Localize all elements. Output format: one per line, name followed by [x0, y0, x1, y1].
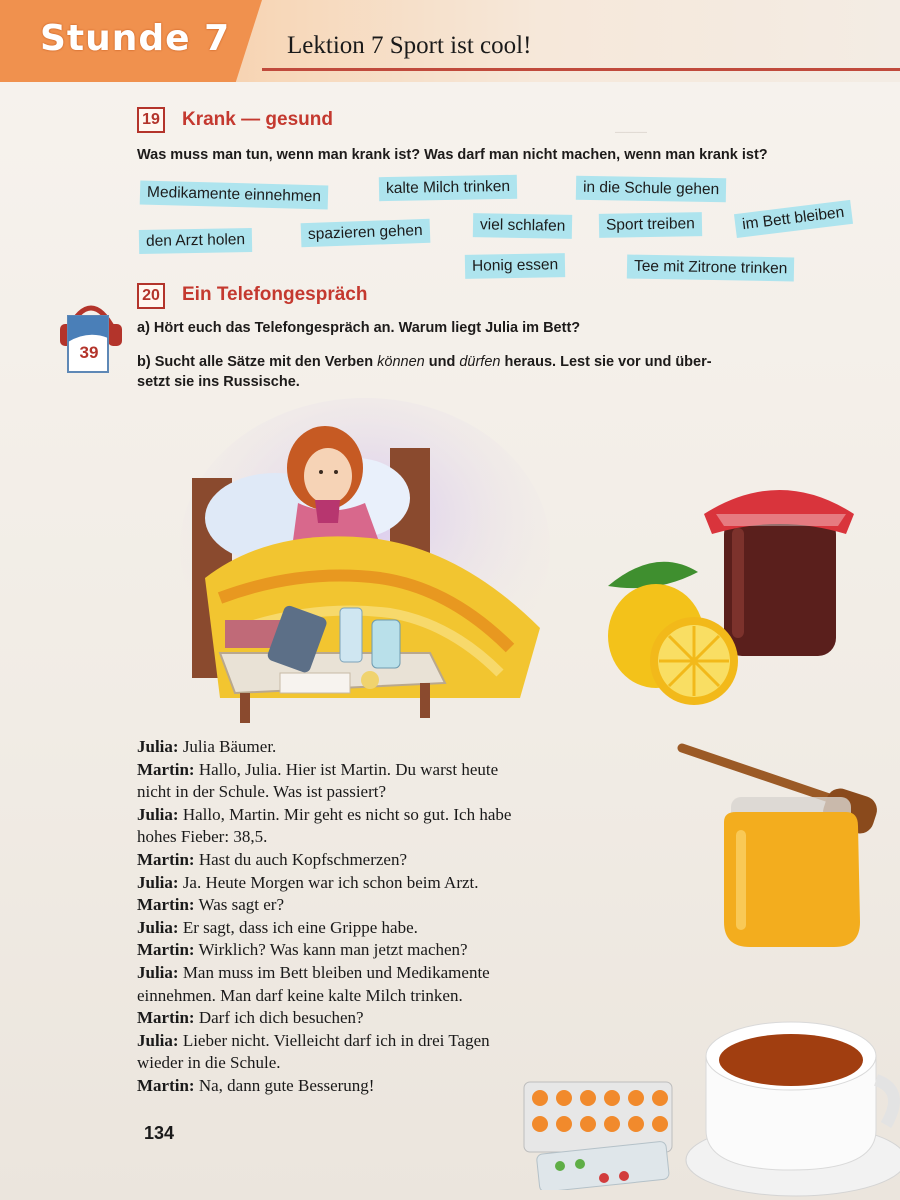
phrase-chip: Medikamente einnehmen [140, 181, 329, 210]
exercise-20-number: 20 [137, 283, 165, 309]
dialogue-text: Na, dann gute Besserung! [194, 1075, 375, 1095]
honey-jar-illustration [676, 742, 891, 952]
dialogue-line [137, 826, 637, 849]
dialogue-line [137, 849, 637, 872]
phrase-chip: viel schlafen [473, 213, 573, 239]
speaker-name: Martin: [137, 1075, 195, 1095]
phrase-chip: den Arzt holen [139, 228, 253, 254]
lesson-title: Lektion 7 Sport ist cool! [287, 32, 532, 59]
speaker-name: Julia: [137, 804, 179, 824]
lesson-tab-label: Stunde 7 [40, 18, 231, 59]
dialogue-text: nicht in der Schule. Was ist passiert? [137, 782, 387, 802]
dialogue-line [137, 1075, 637, 1098]
dialogue-text: einnehmen. Man darf keine kalte Milch trinken. [137, 985, 463, 1005]
sick-girl-in-bed-illustration [180, 398, 550, 728]
dialogue-line [137, 759, 637, 782]
task-b-verb-koennen: können [377, 354, 425, 370]
dialogue-line [137, 962, 637, 985]
speaker-name: Martin: [137, 849, 195, 869]
dialogue-text: Hallo, Julia. Hier ist Martin. Du warst heute [194, 759, 499, 779]
phrase-chip: Tee mit Zitrone trinken [627, 255, 795, 282]
dialogue-line [137, 894, 637, 917]
dialogue-line [137, 985, 637, 1008]
task-b-verb-duerfen: dürfen [459, 354, 501, 370]
bleed-through-text: ─── [615, 125, 647, 141]
speaker-name: Julia: [137, 962, 179, 982]
dialogue-line [137, 939, 637, 962]
exercise-20-task-b [137, 352, 882, 392]
dialogue-text: Lieber nicht. Vielleicht darf ich in drei Tagen [178, 1030, 490, 1050]
audio-track-badge [58, 290, 124, 374]
task-b-text: b) Sucht alle Sätze mit den Verben [137, 354, 378, 370]
exercise-19-instruction: Was muss man tun, wenn man krank ist? Was darf man nicht machen, wenn man krank ist? [137, 147, 768, 163]
dialogue-line [137, 872, 637, 895]
phrase-chip: spazieren gehen [301, 219, 430, 247]
page-number: 134 [144, 1123, 175, 1143]
task-b-and: und [424, 354, 460, 370]
dialogue-text: Ja. Heute Morgen war ich schon beim Arzt. [178, 872, 479, 892]
dialogue-text: Er sagt, dass ich eine Grippe habe. [178, 917, 418, 937]
dialogue-line [137, 1052, 637, 1075]
dialogue-text: Darf ich dich besuchen? [194, 1008, 364, 1028]
speaker-name: Martin: [137, 1008, 195, 1028]
header-divider [262, 68, 900, 71]
dialogue-text: Man muss im Bett bleiben und Medikamente [178, 962, 490, 982]
dialogue-text: wieder in die Schule. [137, 1053, 281, 1073]
dialogue-text: Hallo, Martin. Mir geht es nicht so gut. Ich habe [178, 804, 512, 824]
phrase-chip: im Bett bleiben [734, 200, 853, 238]
dialogue-line [137, 736, 637, 759]
dialogue-text: Was sagt er? [194, 895, 285, 915]
speaker-name: Julia: [137, 917, 179, 937]
dialogue-text: hohes Fieber: 38,5. [137, 827, 268, 847]
dialogue-line [137, 1030, 637, 1053]
dialogue-line [137, 917, 637, 940]
dialogue-text: Wirklich? Was kann man jetzt machen? [194, 940, 468, 960]
phrase-chip: Honig essen [465, 253, 566, 279]
speaker-name: Martin: [137, 759, 195, 779]
speaker-name: Julia: [137, 737, 179, 756]
task-b-text-end: heraus. Lest sie vor und über- [500, 354, 712, 370]
dialogue-line [137, 781, 637, 804]
dialogue-line [137, 1007, 637, 1030]
speaker-name: Martin: [137, 940, 195, 960]
speaker-name: Martin: [137, 895, 195, 915]
exercise-20-task-a: a) Hört euch das Telefongespräch an. Warum liegt Julia im Bett? [137, 320, 581, 336]
exercise-20-title: Ein Telefongespräch [182, 284, 368, 305]
telephone-dialogue [137, 736, 637, 1098]
dialogue-text: Julia Bäumer. [178, 737, 277, 756]
dialogue-line [137, 804, 637, 827]
speaker-name: Julia: [137, 1030, 179, 1050]
audio-track-number: 39 [79, 343, 99, 362]
phrase-chip: in die Schule gehen [576, 176, 727, 203]
speaker-name: Julia: [137, 872, 179, 892]
phrase-chip: Sport treiben [599, 212, 702, 238]
jam-jar-and-lemon-illustration [596, 476, 856, 706]
phrase-chip: kalte Milch trinken [379, 175, 517, 201]
tea-cup-illustration [676, 1010, 900, 1200]
exercise-19-title: Krank — gesund [182, 109, 333, 130]
dialogue-text: Hast du auch Kopfschmerzen? [194, 849, 408, 869]
task-b-text-line2: setzt sie ins Russische. [137, 374, 300, 390]
exercise-19-number: 19 [137, 107, 165, 133]
